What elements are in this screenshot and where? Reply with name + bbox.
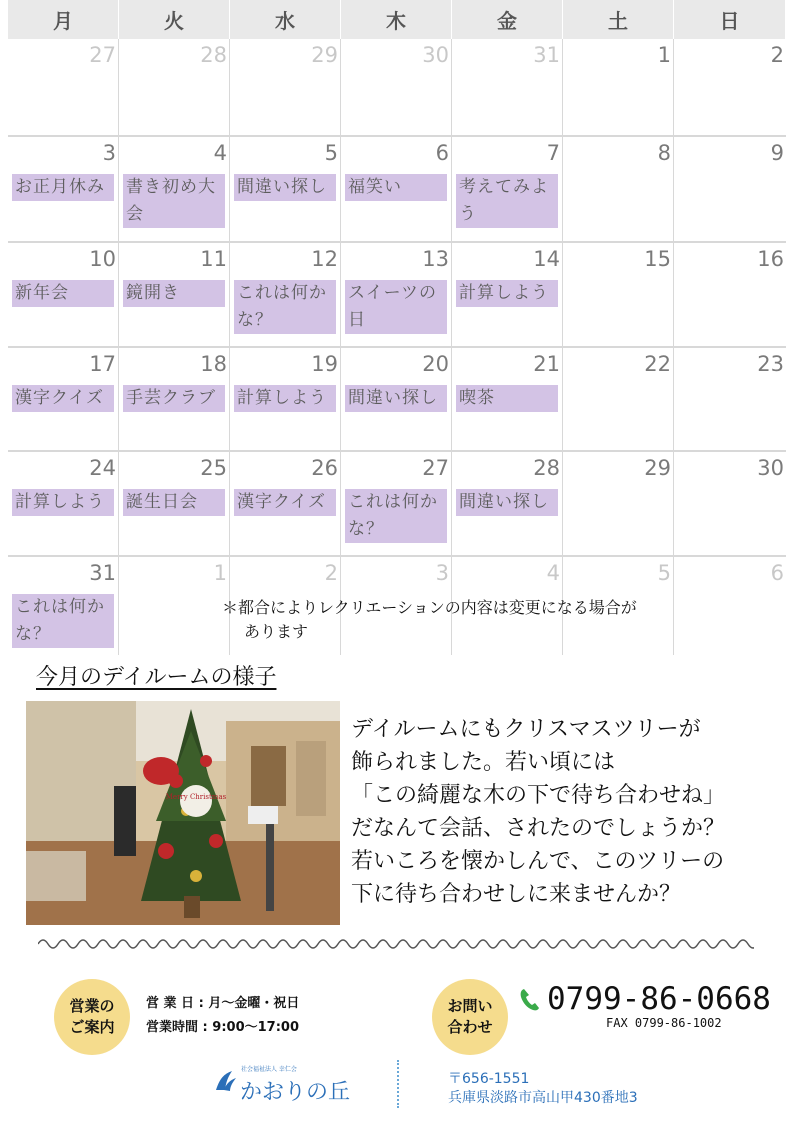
dayroom-line-2: 飾られました。若い頃には	[351, 750, 616, 775]
calendar-event: 福笑い	[345, 174, 447, 201]
day-number: 2	[324, 561, 338, 585]
calendar-event: 間違い探し	[345, 385, 447, 412]
calendar-day	[341, 348, 452, 452]
weekday-header: 日	[674, 0, 786, 39]
calendar-day	[119, 348, 230, 452]
calendar-event: 手芸クラブ	[123, 385, 225, 412]
calendar-day	[674, 557, 786, 655]
dayroom-title: 今月のデイルームの様子	[36, 665, 277, 690]
day-number: 27	[89, 43, 116, 67]
day-number: 7	[546, 141, 560, 165]
business-days-value: 月〜金曜・祝日	[208, 996, 300, 1011]
weekday-header: 金	[452, 0, 563, 39]
calendar-day	[452, 452, 563, 557]
calendar-event: 間違い探し	[456, 489, 558, 516]
dayroom-line-4: だなんて会話、されたのでしょうか？	[351, 816, 726, 841]
calendar-day	[119, 39, 230, 137]
calendar-day	[230, 452, 341, 557]
calendar-day	[341, 243, 452, 348]
calendar-day	[452, 39, 563, 137]
day-number: 2	[770, 43, 784, 67]
day-number: 3	[102, 141, 116, 165]
calendar-day	[563, 452, 674, 557]
calendar-day	[452, 348, 563, 452]
day-number: 6	[435, 141, 449, 165]
day-number: 31	[89, 561, 116, 585]
note-line-1: ＊都合によりレクリエーションの内容は変更になる場合が	[222, 598, 637, 617]
calendar-event: これは何かな？	[12, 594, 114, 648]
calendar-day	[119, 557, 230, 655]
calendar-day	[119, 137, 230, 243]
phone-number[interactable]: 0799-86-0668	[547, 981, 771, 1017]
calendar-day	[8, 452, 119, 557]
weekday-header: 火	[119, 0, 230, 39]
calendar-event: お正月休み	[12, 174, 114, 201]
business-hours-value: 9:00〜17:00	[212, 1020, 299, 1035]
calendar-day	[563, 348, 674, 452]
postal-code: 〒656-1551	[448, 1071, 530, 1087]
dayroom-line-1: デイルームにもクリスマスツリーが	[351, 717, 701, 742]
calendar-event: 計算しよう	[234, 385, 336, 412]
day-number: 19	[311, 352, 338, 376]
day-number: 5	[324, 141, 338, 165]
calendar-day	[341, 452, 452, 557]
brand-name: かおりの丘	[240, 1080, 351, 1105]
day-number: 1	[213, 561, 227, 585]
calendar-day	[563, 243, 674, 348]
day-number: 21	[533, 352, 560, 376]
day-number: 20	[422, 352, 449, 376]
calendar-day	[674, 39, 786, 137]
calendar-day	[8, 137, 119, 243]
calendar-event: 計算しよう	[456, 280, 558, 307]
day-number: 1	[657, 43, 671, 67]
phone-icon	[518, 987, 542, 1013]
calendar-event: 鏡開き	[123, 280, 225, 307]
address: 兵庫県淡路市高山甲430番地3	[448, 1090, 638, 1106]
calendar-event: 書き初め大会	[123, 174, 225, 228]
day-number: 31	[533, 43, 560, 67]
day-number: 6	[770, 561, 784, 585]
day-number: 27	[422, 456, 449, 480]
day-number: 23	[757, 352, 784, 376]
day-number: 12	[311, 247, 338, 271]
day-number: 29	[644, 456, 671, 480]
calendar-day	[674, 452, 786, 557]
calendar-day	[230, 137, 341, 243]
day-number: 14	[533, 247, 560, 271]
calendar-day	[8, 348, 119, 452]
calendar-note	[222, 596, 637, 644]
calendar-day	[119, 243, 230, 348]
day-number: 9	[770, 141, 784, 165]
calendar-event: 新年会	[12, 280, 114, 307]
footer-divider	[397, 1060, 399, 1108]
brand-subtitle: 社会福祉法人 幸仁会	[241, 1066, 297, 1073]
day-number: 3	[435, 561, 449, 585]
calendar-day	[674, 243, 786, 348]
calendar-day	[341, 39, 452, 137]
hours-badge	[54, 979, 130, 1055]
day-number: 25	[200, 456, 227, 480]
day-number: 28	[533, 456, 560, 480]
business-days-label: 営 業 日	[146, 996, 195, 1011]
calendar-event: 計算しよう	[12, 489, 114, 516]
calendar-event: これは何かな？	[234, 280, 336, 334]
fax-number: FAX 0799-86-1002	[606, 1016, 722, 1030]
day-number: 26	[311, 456, 338, 480]
day-number: 30	[757, 456, 784, 480]
calendar-event: 間違い探し	[234, 174, 336, 201]
calendar-event: 考えてみよう	[456, 174, 558, 228]
dayroom-line-6: 下に待ち合わせしに来ませんか？	[351, 882, 682, 907]
calendar-day	[674, 348, 786, 452]
contact-badge-line1: お問い	[447, 997, 493, 1015]
dayroom-line-5: 若いころを懐かしんで、このツリーの	[351, 849, 725, 874]
day-number: 4	[213, 141, 227, 165]
calendar-day	[230, 39, 341, 137]
calendar-event: 喫茶	[456, 385, 558, 412]
business-days: 営 業 日 : 月〜金曜・祝日	[146, 996, 300, 1011]
calendar-event: 誕生日会	[123, 489, 225, 516]
day-number: 28	[200, 43, 227, 67]
day-number: 11	[200, 247, 227, 271]
hours-badge-line1: 営業の	[69, 997, 115, 1015]
dayroom-line-3: 「この綺麗な木の下で待ち合わせね」	[351, 783, 726, 808]
day-number: 15	[644, 247, 671, 271]
calendar-day	[452, 243, 563, 348]
day-number: 18	[200, 352, 227, 376]
weekday-header: 木	[341, 0, 452, 39]
day-number: 10	[89, 247, 116, 271]
contact-badge-line2: 合わせ	[447, 1018, 493, 1036]
business-hours: 営業時間 : 9:00〜17:00	[146, 1020, 299, 1035]
day-number: 4	[546, 561, 560, 585]
calendar-day	[674, 137, 786, 243]
day-number: 5	[657, 561, 671, 585]
calendar-event: 漢字クイズ	[234, 489, 336, 516]
day-number: 8	[657, 141, 671, 165]
calendar-day	[119, 452, 230, 557]
calendar-event: これは何かな？	[345, 489, 447, 543]
day-number: 16	[757, 247, 784, 271]
hours-badge-line2: ご案内	[69, 1018, 115, 1036]
calendar-day	[563, 39, 674, 137]
logo-icon	[212, 1068, 238, 1094]
weekday-header: 土	[563, 0, 674, 39]
calendar-event: 漢字クイズ	[12, 385, 114, 412]
calendar-event: スイーツの日	[345, 280, 447, 334]
christmas-tree-photo	[26, 701, 340, 925]
calendar-day	[341, 137, 452, 243]
contact-badge	[432, 979, 508, 1055]
weekday-header: 月	[8, 0, 119, 39]
calendar-day	[8, 557, 119, 655]
day-number: 24	[89, 456, 116, 480]
calendar-day	[8, 243, 119, 348]
calendar-day	[452, 137, 563, 243]
note-line-2: あります	[244, 622, 309, 641]
day-number: 29	[311, 43, 338, 67]
day-number: 13	[422, 247, 449, 271]
calendar-day	[230, 243, 341, 348]
day-number: 30	[422, 43, 449, 67]
calendar-day	[563, 137, 674, 243]
calendar-day	[230, 348, 341, 452]
day-number: 22	[644, 352, 671, 376]
business-hours-label: 営業時間	[146, 1020, 199, 1035]
weekday-header: 水	[230, 0, 341, 39]
photo-sign-text: Merry Christmas	[165, 793, 227, 801]
day-number: 17	[89, 352, 116, 376]
wave-divider	[38, 935, 754, 953]
calendar-day	[8, 39, 119, 137]
